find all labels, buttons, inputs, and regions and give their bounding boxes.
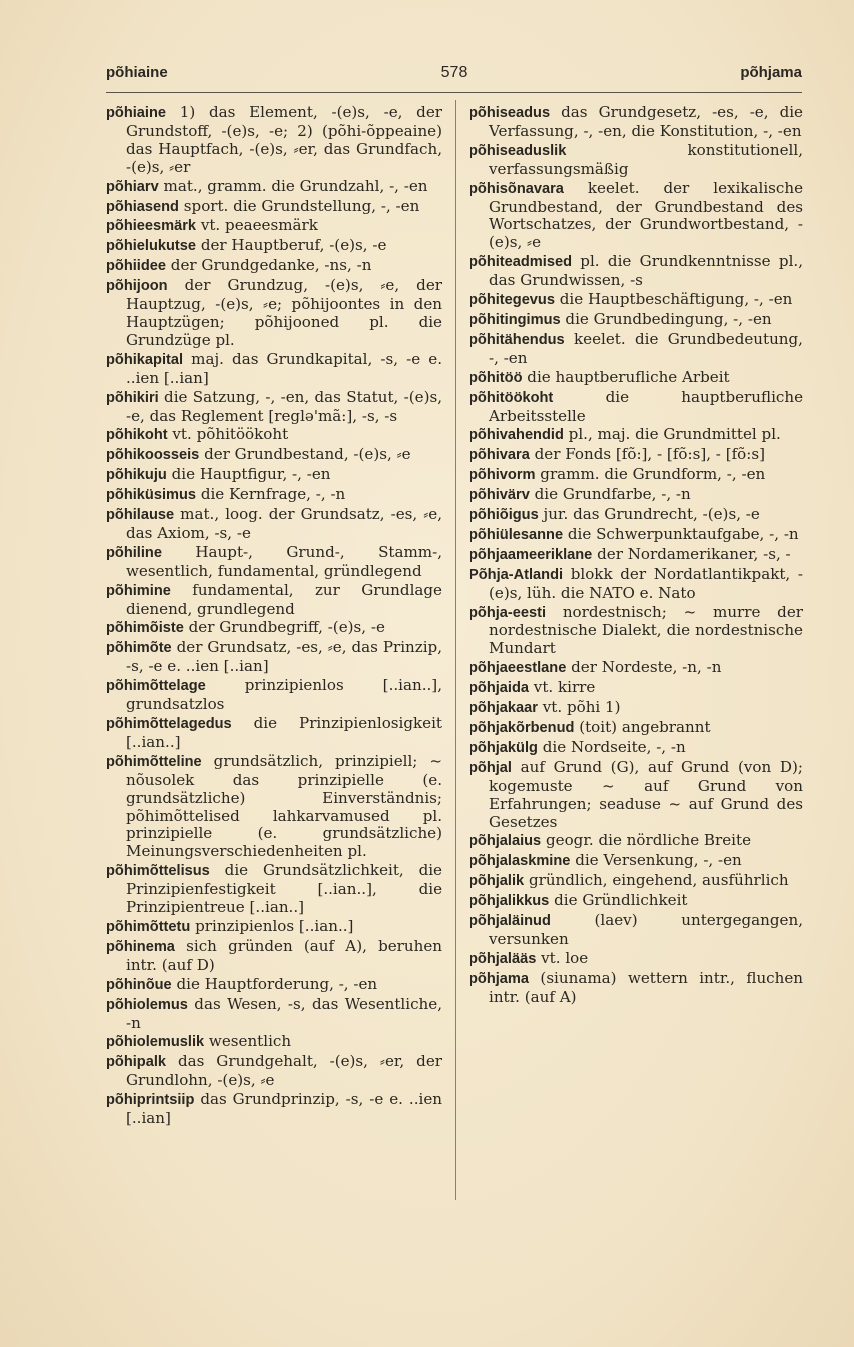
entry-headword: põhilause [106, 507, 175, 524]
entry-definition: vt. kirre [529, 678, 596, 697]
entry-headword: põhivorm [469, 467, 536, 484]
entry-definition: (toit) angebrannt [574, 718, 711, 736]
entry-definition: gründlich, eingehend, ausführlich [524, 871, 789, 890]
dictionary-entry [106, 976, 442, 995]
entry-headword: põhimõttelage [106, 678, 206, 695]
entry-definition: prinzipienlos [..ian..] [190, 916, 354, 935]
entry-headword: põhitöökoht [469, 389, 554, 406]
dictionary-entry [469, 506, 803, 525]
dictionary-entry [469, 142, 803, 179]
entry-definition: keelet. der lexikalische Grundbestand, der Grundbestand des Wortschatzes, der Grundwortbestand, -(e)s, ⸗e [489, 178, 803, 252]
entry-headword: põhikoosseis [106, 447, 200, 464]
entry-headword: põhjakõrbenud [469, 720, 575, 736]
entry-headword: põhikapital [106, 351, 184, 368]
entry-definition: der Nordeste, -n, -n [566, 658, 722, 677]
entry-definition: die Hauptbeschäftigung, -, -en [554, 290, 793, 309]
dictionary-entry [106, 1053, 442, 1090]
entry-headword: Põhja-Atlandi [469, 566, 564, 583]
entry-definition: sich gründen (auf A), beruhen intr. (auf D) [126, 936, 442, 974]
dictionary-entry [106, 715, 442, 752]
entry-headword: põhiline [106, 544, 162, 561]
dictionary-entry [106, 104, 442, 177]
dictionary-entry [469, 759, 803, 832]
entry-headword: põhjalääs [469, 950, 537, 967]
dictionary-entry [469, 912, 803, 949]
entry-definition: blokk der Nordatlantikpakt, -(e)s, lüh. die NATO e. Nato [489, 564, 803, 602]
entry-definition: der Grundbegriff, -(e)s, -e [183, 618, 385, 637]
entry-definition: konstitutionell, verfassungsmäßig [489, 140, 803, 178]
dictionary-entry [106, 277, 442, 350]
entry-definition: prinzipienlos [..ian..], grundsatzlos [126, 676, 442, 714]
entry-headword: põhiidee [106, 258, 166, 275]
dictionary-entry [469, 832, 803, 851]
entry-headword: põhiseaduslik [469, 142, 567, 159]
dictionary-entry [469, 892, 803, 911]
entry-definition: vt. põhi 1) [537, 698, 621, 717]
entry-headword: põhitegevus [469, 292, 555, 309]
entry-definition: das Grundgesetz, -es, -e, die Verfassung, -, -en, die Konstitution, -, -en [489, 103, 803, 140]
dictionary-entry [469, 659, 803, 678]
entry-definition: die Kernfrage, -, -n [196, 485, 346, 504]
entry-headword: põhjakaar [469, 700, 538, 717]
dictionary-entry [469, 369, 803, 388]
entry-definition: Haupt-, Grund-, Stamm-, wesentlich, fundamental, gründlegend [126, 542, 442, 580]
dictionary-entry [469, 526, 803, 545]
entry-headword: põhiküsimus [106, 487, 197, 504]
entry-headword: põhijoon [106, 278, 168, 295]
entry-headword: põhitähendus [469, 331, 565, 348]
entry-definition: die Prinzipienlosigkeit [..ian..] [126, 714, 442, 751]
entry-headword: põhjalikkus [469, 893, 550, 910]
dictionary-entry [106, 486, 442, 505]
entry-headword: põhimõttelagedus [106, 716, 232, 732]
header-rule [106, 92, 802, 93]
dictionary-entry [106, 466, 442, 485]
header-left-guideword: põhiaine [106, 64, 168, 81]
dictionary-entry [106, 198, 442, 217]
dictionary-entry [469, 604, 803, 659]
entry-definition: die hauptberufliche Arbeitsstelle [489, 387, 803, 425]
entry-headword: põhikuju [106, 467, 167, 484]
entry-definition: wesentlich [204, 1032, 292, 1051]
dictionary-entry [106, 446, 442, 465]
dictionary-entry [106, 506, 442, 543]
entry-headword: põhivahendid [469, 427, 564, 444]
entry-headword: põhitöö [469, 369, 523, 386]
entry-headword: põhjaläinud [469, 913, 551, 930]
entry-headword: põhimine [106, 582, 171, 599]
dictionary-entry [469, 426, 803, 445]
dictionary-entry [469, 331, 803, 368]
entry-definition: nordestnisch; ~ murre der nordestnische Dialekt, die nordestnische Mundart [489, 602, 803, 658]
entry-definition: die Grundbedingung, -, -en [560, 309, 772, 328]
dictionary-entry [106, 1091, 442, 1128]
entry-headword: põhjaameeriklane [469, 546, 593, 563]
dictionary-entry [106, 544, 442, 581]
entry-headword: põhimõttetu [106, 918, 191, 935]
dictionary-entry [106, 996, 442, 1033]
entry-headword: põhiarv [106, 178, 159, 195]
entry-headword: põhinema [106, 938, 175, 955]
dictionary-entry [469, 679, 803, 698]
dictionary-entry [106, 619, 442, 638]
entry-definition: das Wesen, -s, das Wesentliche, -n [126, 994, 442, 1032]
entry-headword: põhikoht [106, 427, 168, 444]
dictionary-entry [106, 351, 442, 388]
dictionary-entry [106, 582, 442, 619]
entry-definition: 1) das Element, -(e)s, -e, der Grundstoff, -(e)s, -e; 2) (põhi-õppeaine) das Hauptfach, -(e)s, ⸗er, das Grundfach, -(e)s, ⸗er [126, 103, 442, 176]
entry-definition: jur. das Grundrecht, -(e)s, -e [538, 505, 760, 524]
dictionary-entry [469, 180, 803, 253]
dictionary-entry [469, 739, 803, 758]
entry-headword: põhja-eesti [469, 604, 547, 621]
entry-headword: põhiteadmised [469, 254, 572, 271]
entry-headword: põhiasend [106, 198, 179, 215]
entry-headword: põhinõue [106, 976, 172, 993]
entry-definition: der Grundzug, -(e)s, ⸗e, der Hauptzug, -(e)s, ⸗e; põhijoontes in den Hauptzügen; põhijooned pl. die Grundzüge pl. [126, 276, 442, 349]
entry-headword: põhimõiste [106, 620, 184, 637]
dictionary-entry [106, 639, 442, 676]
dictionary-entry [106, 389, 442, 426]
header-right-guideword: põhjama [740, 64, 802, 81]
entry-definition: die Schwerpunktaufgabe, -, -n [563, 524, 799, 543]
entry-definition: vt. loe [536, 948, 589, 967]
dictionary-entry [106, 862, 442, 917]
entry-headword: põhimõttelisus [106, 863, 210, 880]
entry-definition: mat., loog. der Grundsatz, -es, ⸗e, das Axiom, -s, -e [126, 505, 442, 542]
entry-definition: geogr. die nördliche Breite [541, 831, 751, 850]
entry-headword: põhimõtteline [106, 753, 202, 770]
entry-definition: die Versenkung, -, -en [570, 851, 742, 870]
entry-headword: põhiolemus [106, 996, 188, 1013]
entry-definition: das Grundprinzip, -s, -e e. ..ien [..ian] [126, 1090, 442, 1128]
entry-definition: pl., maj. die Grundmittel pl. [563, 425, 781, 444]
dictionary-entry [469, 566, 803, 603]
dictionary-entry [469, 852, 803, 871]
entry-definition: die Hauptforderung, -, -en [171, 974, 378, 993]
dictionary-entry [469, 486, 803, 505]
entry-definition: der Grundbestand, -(e)s, ⸗e [199, 445, 411, 464]
dictionary-entry [469, 389, 803, 426]
entry-headword: põhjaida [469, 680, 529, 697]
page-number: 578 [440, 64, 468, 81]
entry-definition: die Nordseite, -, -n [537, 737, 686, 756]
dictionary-entry [469, 311, 803, 330]
entry-definition: (laev) untergegangen, versunken [489, 911, 803, 948]
entry-definition: keelet. die Grundbedeutung, -, -en [489, 329, 803, 367]
entry-definition: die Grundsätzlichkeit, die Prinzipienfestigkeit [..ian..], die Prinzipientreue [..ian..] [126, 861, 442, 917]
entry-definition: pl. die Grundkenntnisse pl., das Grundwissen, -s [489, 252, 803, 290]
dictionary-entry [106, 217, 442, 236]
entry-headword: põhisõnavara [469, 180, 564, 197]
entry-definition: die Gründlichkeit [549, 891, 688, 910]
entry-definition: sport. die Grundstellung, -, -en [178, 196, 420, 215]
entry-definition: der Fonds [fõ:], - [fõ:s], - [fõ:s] [529, 445, 765, 464]
entry-definition: vt. põhitöökoht [167, 425, 289, 444]
dictionary-entry [106, 237, 442, 256]
entry-headword: põhjama [469, 970, 530, 987]
dictionary-entry [469, 719, 803, 738]
dictionary-entry [469, 872, 803, 891]
dictionary-entry [469, 970, 803, 1007]
entry-headword: põhielukutse [106, 238, 197, 255]
entry-headword: põhiaine [106, 105, 166, 121]
entry-definition: der Grundgedanke, -ns, -n [166, 256, 372, 275]
entry-definition: fundamental, zur Grundlage dienend, grundlegend [126, 580, 442, 618]
entry-definition: der Grundsatz, -es, ⸗e, das Prinzip, -s, -e e. ..ien [..ian] [126, 638, 442, 676]
right-column [469, 104, 803, 1008]
entry-definition: das Grundgehalt, -(e)s, ⸗er, der Grundlohn, -(e)s, ⸗e [126, 1052, 442, 1090]
entry-headword: põhjalik [469, 873, 525, 890]
entry-headword: põhiolemuslik [106, 1034, 205, 1051]
entry-headword: põhiprintsiip [106, 1092, 195, 1109]
entry-definition: der Hauptberuf, -(e)s, -e [196, 236, 387, 255]
entry-definition: auf Grund (G), auf Grund (von D); kogemuste ~ auf Grund von Erfahrungen; seaduse ~ auf Grund des Gesetzes [489, 757, 803, 831]
entry-headword: põhivara [469, 447, 530, 464]
entry-definition: vt. peaeesmärk [196, 216, 318, 235]
dictionary-entry [469, 950, 803, 969]
entry-definition: die Satzung, -, -en, das Statut, -(e)s, -e, das Reglement [reglə'mã:], -s, -s [126, 387, 442, 425]
dictionary-entry [106, 677, 442, 714]
entry-headword: põhivärv [469, 487, 530, 504]
entry-definition: die Hauptfigur, -, -en [166, 465, 331, 484]
entry-definition: die hauptberufliche Arbeit [522, 367, 730, 386]
dictionary-entry [469, 466, 803, 485]
entry-headword: põhjakülg [469, 739, 538, 756]
dictionary-entry [106, 918, 442, 937]
entry-definition: gramm. die Grundform, -, -en [535, 465, 766, 484]
entry-headword: põhikiri [106, 389, 159, 406]
dictionary-entry [106, 938, 442, 975]
entry-headword: põhiõigus [469, 507, 539, 524]
dictionary-entry [106, 257, 442, 276]
dictionary-entry [469, 546, 803, 565]
entry-headword: põhimõte [106, 640, 172, 657]
entry-headword: põhitingimus [469, 311, 561, 328]
dictionary-entry [469, 104, 803, 141]
entry-headword: põhjalaius [469, 833, 542, 850]
dictionary-entry [469, 699, 803, 718]
dictionary-entry [106, 753, 442, 861]
entry-headword: põhieesmärk [106, 218, 197, 235]
page-header [106, 64, 802, 86]
entry-headword: põhiseadus [469, 105, 551, 121]
entry-definition: der Nordamerikaner, -s, - [592, 544, 791, 563]
entry-definition: grundsätzlich, prinzipiell; ~ nõusolek das prinzipielle (e. grundsätzliche) Einverständnis; põhimõttelised lahkarvamused pl. prinzipielle (e. grundsätzliche) Meinungsverschiedenheiten pl. [126, 751, 442, 861]
left-column [106, 104, 442, 1129]
entry-definition: mat., gramm. die Grundzahl, -, -en [158, 176, 428, 195]
dictionary-entry [106, 426, 442, 445]
dictionary-entry [469, 253, 803, 290]
dictionary-entry [469, 291, 803, 310]
entry-definition: (siunama) wettern intr., fluchen intr. (auf A) [489, 968, 803, 1006]
column-divider [455, 100, 456, 1200]
entry-definition: die Grundfarbe, -, -n [529, 485, 691, 504]
entry-definition: maj. das Grundkapital, -s, -e e. ..ien [..ian] [126, 349, 442, 387]
entry-headword: põhiülesanne [469, 526, 564, 543]
dictionary-entry [106, 1033, 442, 1052]
entry-headword: põhjaeestlane [469, 660, 567, 677]
entry-headword: põhipalk [106, 1054, 166, 1071]
entry-headword: põhjal [469, 759, 512, 776]
dictionary-entry [106, 178, 442, 197]
dictionary-entry [469, 446, 803, 465]
entry-headword: põhjalaskmine [469, 853, 571, 870]
